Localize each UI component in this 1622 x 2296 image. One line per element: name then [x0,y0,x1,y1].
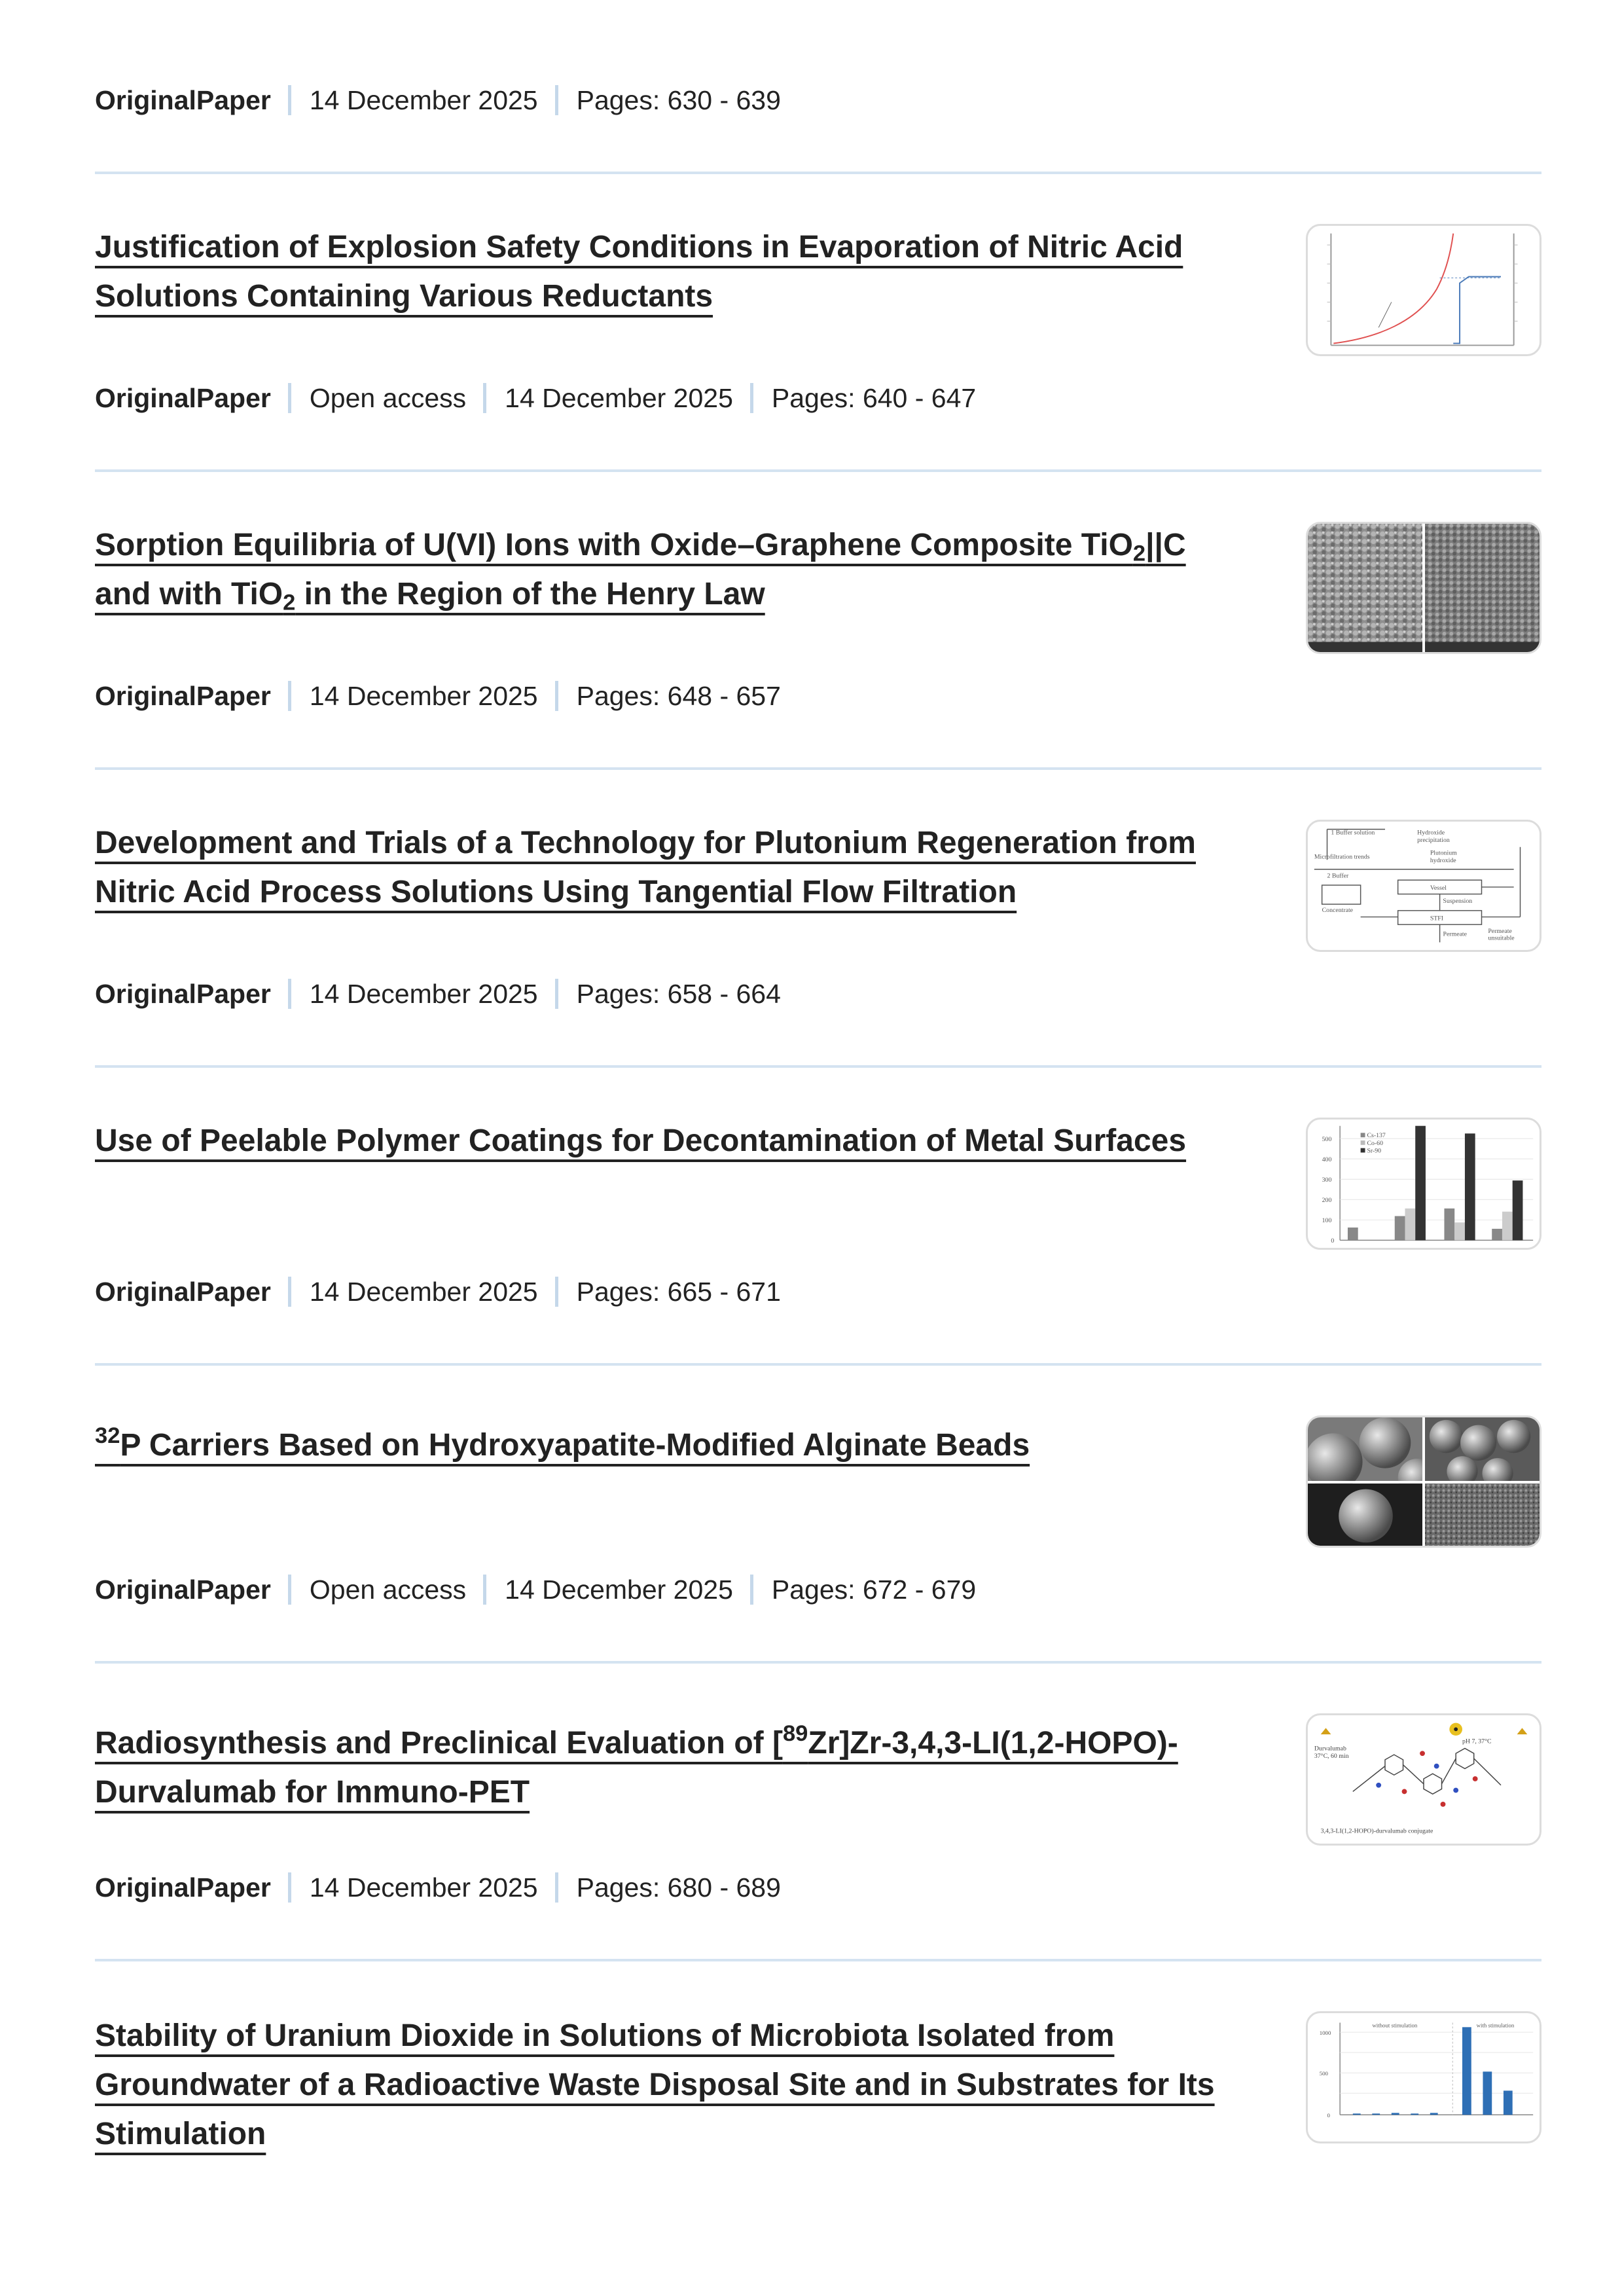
svg-text:Plutonium: Plutonium [1430,849,1457,857]
article-meta [95,1868,781,1907]
page-range: Pages: 640 - 647 [771,382,977,413]
svg-text:Sr-90: Sr-90 [1367,1147,1382,1155]
article-type: OriginalPaper [95,1276,271,1307]
meta-separator [288,979,291,1009]
svg-text:Vessel: Vessel [1430,884,1447,892]
article-title [95,1719,1247,1817]
svg-text:with stimulation: with stimulation [1476,2022,1515,2029]
article-title [95,2011,1247,2159]
svg-text:precipitation: precipitation [1417,837,1450,845]
svg-text:37°C, 60 min: 37°C, 60 min [1314,1753,1349,1760]
article-meta [95,676,781,716]
meta-separator [750,383,753,413]
meta-separator [288,681,291,711]
article-divider [95,1959,1541,1961]
svg-text:Concentrate: Concentrate [1322,906,1354,914]
svg-text:Permeate: Permeate [1488,927,1512,935]
page-range: Pages: 665 - 671 [576,1276,781,1307]
meta-separator [288,1575,291,1605]
temperature-graph-thumbnail[interactable] [1306,224,1541,356]
svg-text:Co-60: Co-60 [1367,1139,1384,1147]
article-divider [95,1065,1541,1068]
article-divider [95,172,1541,174]
svg-text:1 Buffer solution: 1 Buffer solution [1331,829,1375,837]
article-divider [95,1661,1541,1664]
svg-text:STFI: STFI [1430,915,1444,922]
article-title [95,223,1247,321]
chemical-scheme-thumbnail[interactable] [1306,1713,1541,1846]
article-divider [95,469,1541,472]
svg-text:1000: 1000 [1319,2030,1331,2036]
publish-date: 14 December 2025 [309,978,538,1009]
page-range: Pages: 680 - 689 [576,1872,781,1903]
svg-text:Cs-137: Cs-137 [1367,1132,1386,1140]
access-badge: Open access [309,1574,467,1605]
article-divider [95,1363,1541,1366]
article-meta [95,974,781,1013]
article-meta [95,378,976,418]
article-type: OriginalPaper [95,382,271,413]
meta-separator [555,979,558,1009]
bead-micrographs-thumbnail[interactable] [1306,1415,1541,1548]
meta-separator [555,1277,558,1307]
article-title [95,818,1247,917]
page-range: Pages: 630 - 639 [576,84,781,115]
article-divider [95,767,1541,770]
process-flow-diagram-thumbnail[interactable] [1306,820,1541,952]
page-range: Pages: 672 - 679 [771,1574,977,1605]
article-title-link[interactable]: Development and Trials of a Technology for Plutonium Regeneration from Nitric Acid Process Solutions Using Tangential Flow Filtration [95,826,1196,909]
meta-separator [483,383,486,413]
svg-text:500: 500 [1319,2070,1328,2077]
meta-separator [288,1277,291,1307]
svg-text:0: 0 [1327,2112,1330,2119]
access-badge: Open access [309,382,467,413]
article-title-link[interactable]: Radiosynthesis and Preclinical Evaluation of [$^{89}$Zr]Zr-3,4,3-LI(1,2-HOPO)-Durvalumab for Immuno-PET [95,1721,1178,1810]
svg-text:3,4,3-LI(1,2-HOPO)-durvalumab: 3,4,3-LI(1,2-HOPO)-durvalumab conjugate [1320,1827,1433,1835]
svg-text:0: 0 [1331,1237,1335,1245]
svg-text:2 Buffer: 2 Buffer [1327,872,1349,880]
page-range: Pages: 648 - 657 [576,680,781,711]
publish-date: 14 December 2025 [309,84,538,115]
article-meta [95,1570,976,1609]
publish-date: 14 December 2025 [309,680,538,711]
article-title [95,1116,1247,1165]
column-chart-thumbnail[interactable] [1306,2011,1541,2143]
article-type: OriginalPaper [95,978,271,1009]
article-type: OriginalPaper [95,84,271,115]
meta-separator [750,1575,753,1605]
article-meta [95,1272,781,1311]
article-title-link[interactable]: Use of Peelable Polymer Coatings for Decontamination of Metal Surfaces [95,1123,1187,1158]
svg-text:Microfiltration trends: Microfiltration trends [1314,853,1370,861]
svg-text:100: 100 [1322,1217,1332,1225]
article-type: OriginalPaper [95,1574,271,1605]
article-type: OriginalPaper [95,1872,271,1903]
bar-chart-thumbnail[interactable] [1306,1118,1541,1250]
meta-separator [288,85,291,115]
publish-date: 14 December 2025 [505,1574,733,1605]
meta-separator [555,681,558,711]
publish-date: 14 December 2025 [505,382,733,413]
svg-text:Suspension: Suspension [1443,898,1473,905]
meta-separator [288,1872,291,1903]
publish-date: 14 December 2025 [309,1872,538,1903]
article-title-link[interactable]: Sorption Equilibria of U(VI) Ions with Oxide–Graphene Composite TiO$_2$||C and with TiO$_2$ in the Region of the Henry Law [95,528,1186,615]
svg-text:pH 7, 37°C: pH 7, 37°C [1462,1738,1492,1745]
svg-text:hydroxide: hydroxide [1430,857,1456,865]
svg-text:unsuitable: unsuitable [1488,934,1515,942]
svg-text:400: 400 [1322,1156,1332,1164]
meta-separator [555,85,558,115]
article-title-link[interactable]: Justification of Explosion Safety Conditions in Evaporation of Nitric Acid Solutions Containing Various Reductants [95,230,1183,314]
svg-text:Durvalumab: Durvalumab [1314,1745,1346,1753]
sem-micrograph-thumbnail[interactable] [1306,522,1541,654]
article-title [95,520,1247,619]
meta-separator [483,1575,486,1605]
svg-text:200: 200 [1322,1197,1332,1205]
svg-text:Permeate: Permeate [1443,930,1468,938]
article-title [95,1421,1247,1470]
page-range: Pages: 658 - 664 [576,978,781,1009]
svg-text:Hydroxide: Hydroxide [1417,829,1445,837]
svg-text:without stimulation: without stimulation [1372,2022,1418,2029]
article-title-link[interactable]: $^{32}$P Carriers Based on Hydroxyapatite-Modified Alginate Beads [95,1423,1030,1463]
meta-separator [288,383,291,413]
meta-separator [555,1872,558,1903]
article-meta [95,81,781,120]
publish-date: 14 December 2025 [309,1276,538,1307]
svg-text:500: 500 [1322,1136,1332,1143]
article-title-link[interactable]: Stability of Uranium Dioxide in Solutions of Microbiota Isolated from Groundwater of a Radioactive Waste Disposal Site and in Substrates for Its Stimulation [95,2018,1215,2151]
article-type: OriginalPaper [95,680,271,711]
svg-text:300: 300 [1322,1176,1332,1184]
